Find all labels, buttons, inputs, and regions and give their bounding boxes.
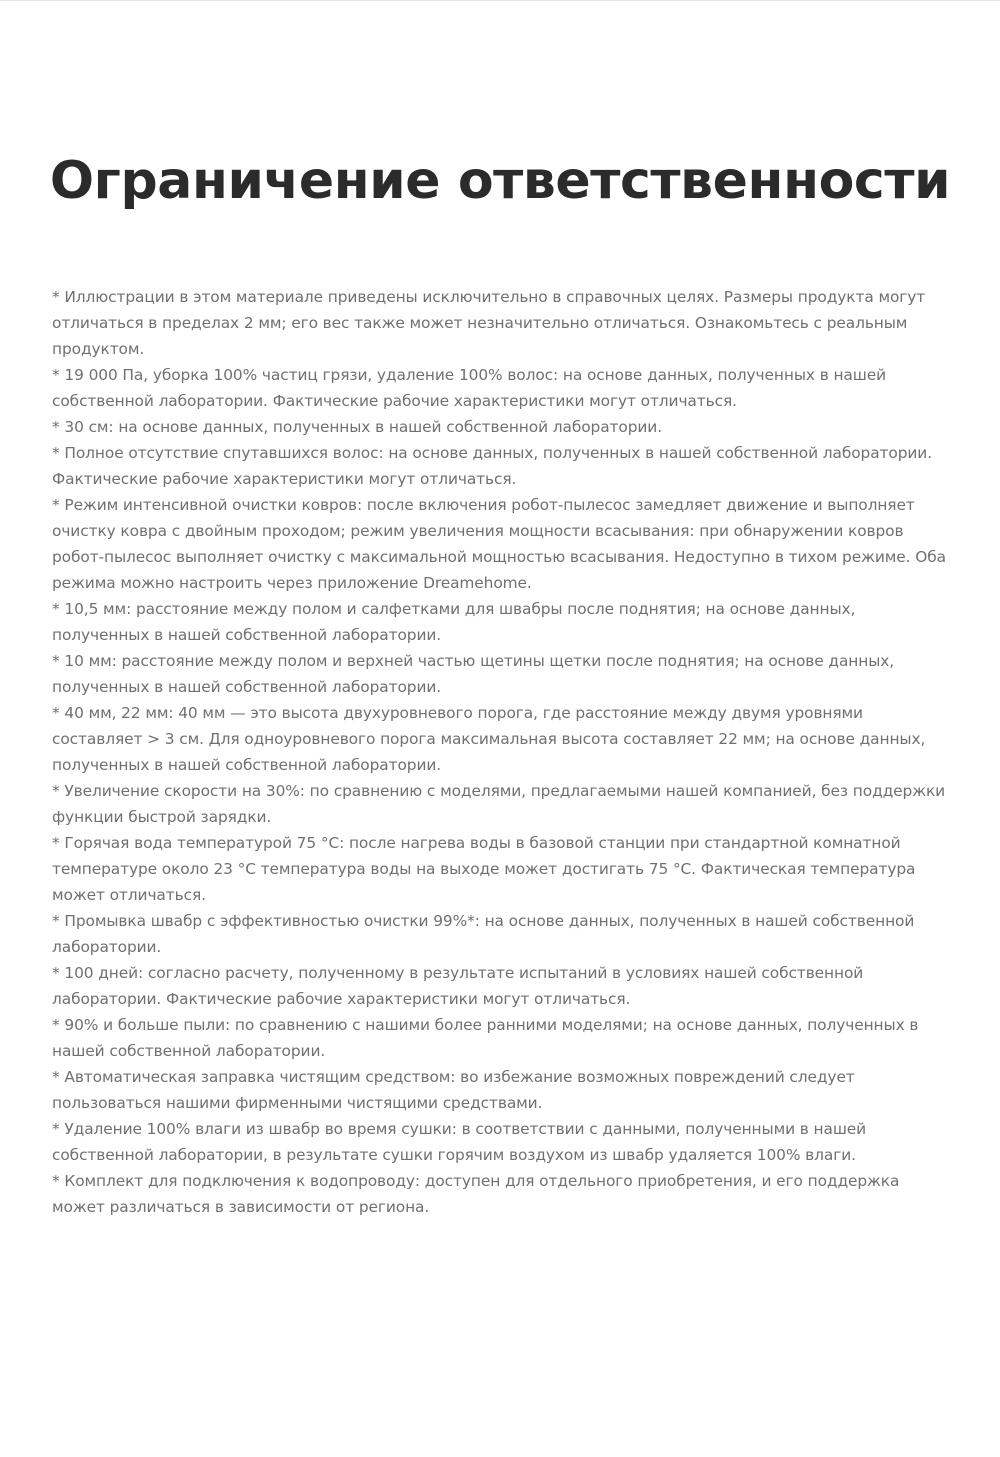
disclaimer-item: * Увеличение скорости на 30%: по сравнению с моделями, предлагаемыми нашей компанией, без поддержки функции быстрой зарядки. xyxy=(52,782,946,826)
disclaimer-item: * Автоматическая заправка чистящим средством: во избежание возможных повреждений следует пользоваться нашими фирменными чистящими средствами. xyxy=(52,1068,855,1112)
disclaimer-item: * 19 000 Па, уборка 100% частиц грязи, удаление 100% волос: на основе данных, полученных в нашей собственной лаборатории. Фактические рабочие характеристики могут отличаться. xyxy=(52,366,886,410)
top-divider xyxy=(0,0,1000,1)
page-title: Ограничение ответственности xyxy=(49,151,951,211)
disclaimer-item: * 10,5 мм: расстояние между полом и салфетками для швабры после поднятия; на основе данных, полученных в нашей собственной лаборатории. xyxy=(52,600,856,644)
disclaimer-item: * Иллюстрации в этом материале приведены исключительно в справочных целях. Размеры продукта могут отличаться в пределах 2 мм; его вес также может незначительно отличаться. Ознакомьтесь с реальным продуктом. xyxy=(52,288,926,358)
disclaimer-item: * Полное отсутствие спутавшихся волос: на основе данных, полученных в нашей собственной лаборатории. Фактические рабочие характеристики могут отличаться. xyxy=(52,444,932,488)
disclaimer-item: * 90% и больше пыли: по сравнению с нашими более ранними моделями; на основе данных, полученных в нашей собственной лаборатории. xyxy=(52,1016,919,1060)
disclaimer-item: * 100 дней: согласно расчету, полученному в результате испытаний в условиях нашей собственной лаборатории. Фактические рабочие характеристики могут отличаться. xyxy=(52,964,864,1008)
disclaimer-item: * Промывка швабр с эффективностью очистки 99%*: на основе данных, полученных в нашей собственной лаборатории. xyxy=(52,912,915,956)
disclaimer-item: * Удаление 100% влаги из швабр во время сушки: в соответствии с данными, полученными в нашей собственной лаборатории, в результате сушки горячим воздухом из швабр удаляется 100% влаги. xyxy=(52,1120,867,1164)
disclaimer-item: * 40 мм, 22 мм: 40 мм — это высота двухуровневого порога, где расстояние между двумя уровнями составляет > 3 см. Для одноуровневого порога максимальная высота составляет 22 мм; на основе данных, полученных в нашей собственной лаборатории. xyxy=(52,704,926,774)
disclaimer-item: * Режим интенсивной очистки ковров: после включения робот-пылесос замедляет движение и выполняет очистку ковра с двойным проходом; режим увеличения мощности всасывания: при обнаружении ковров робот-пылесос выполняет очистку с максимальной мощностью всасывания. Недоступно в тихом режиме. Оба режима можно настроить через приложение Dreamehome. xyxy=(52,496,946,592)
disclaimer-list xyxy=(52,284,952,1220)
disclaimer-item: * Горячая вода температурой 75 °C: после нагрева воды в базовой станции при стандартной комнатной температуре около 23 °C температура воды на выходе может достигать 75 °C. Фактическая температура может отличаться. xyxy=(52,834,916,904)
disclaimer-item: * 30 см: на основе данных, полученных в нашей собственной лаборатории. xyxy=(52,418,662,436)
disclaimer-item: * Комплект для подключения к водопроводу: доступен для отдельного приобретения, и его поддержка может различаться в зависимости от региона. xyxy=(52,1172,900,1216)
disclaimer-item: * 10 мм: расстояние между полом и верхней частью щетины щетки после поднятия; на основе данных, полученных в нашей собственной лаборатории. xyxy=(52,652,895,696)
